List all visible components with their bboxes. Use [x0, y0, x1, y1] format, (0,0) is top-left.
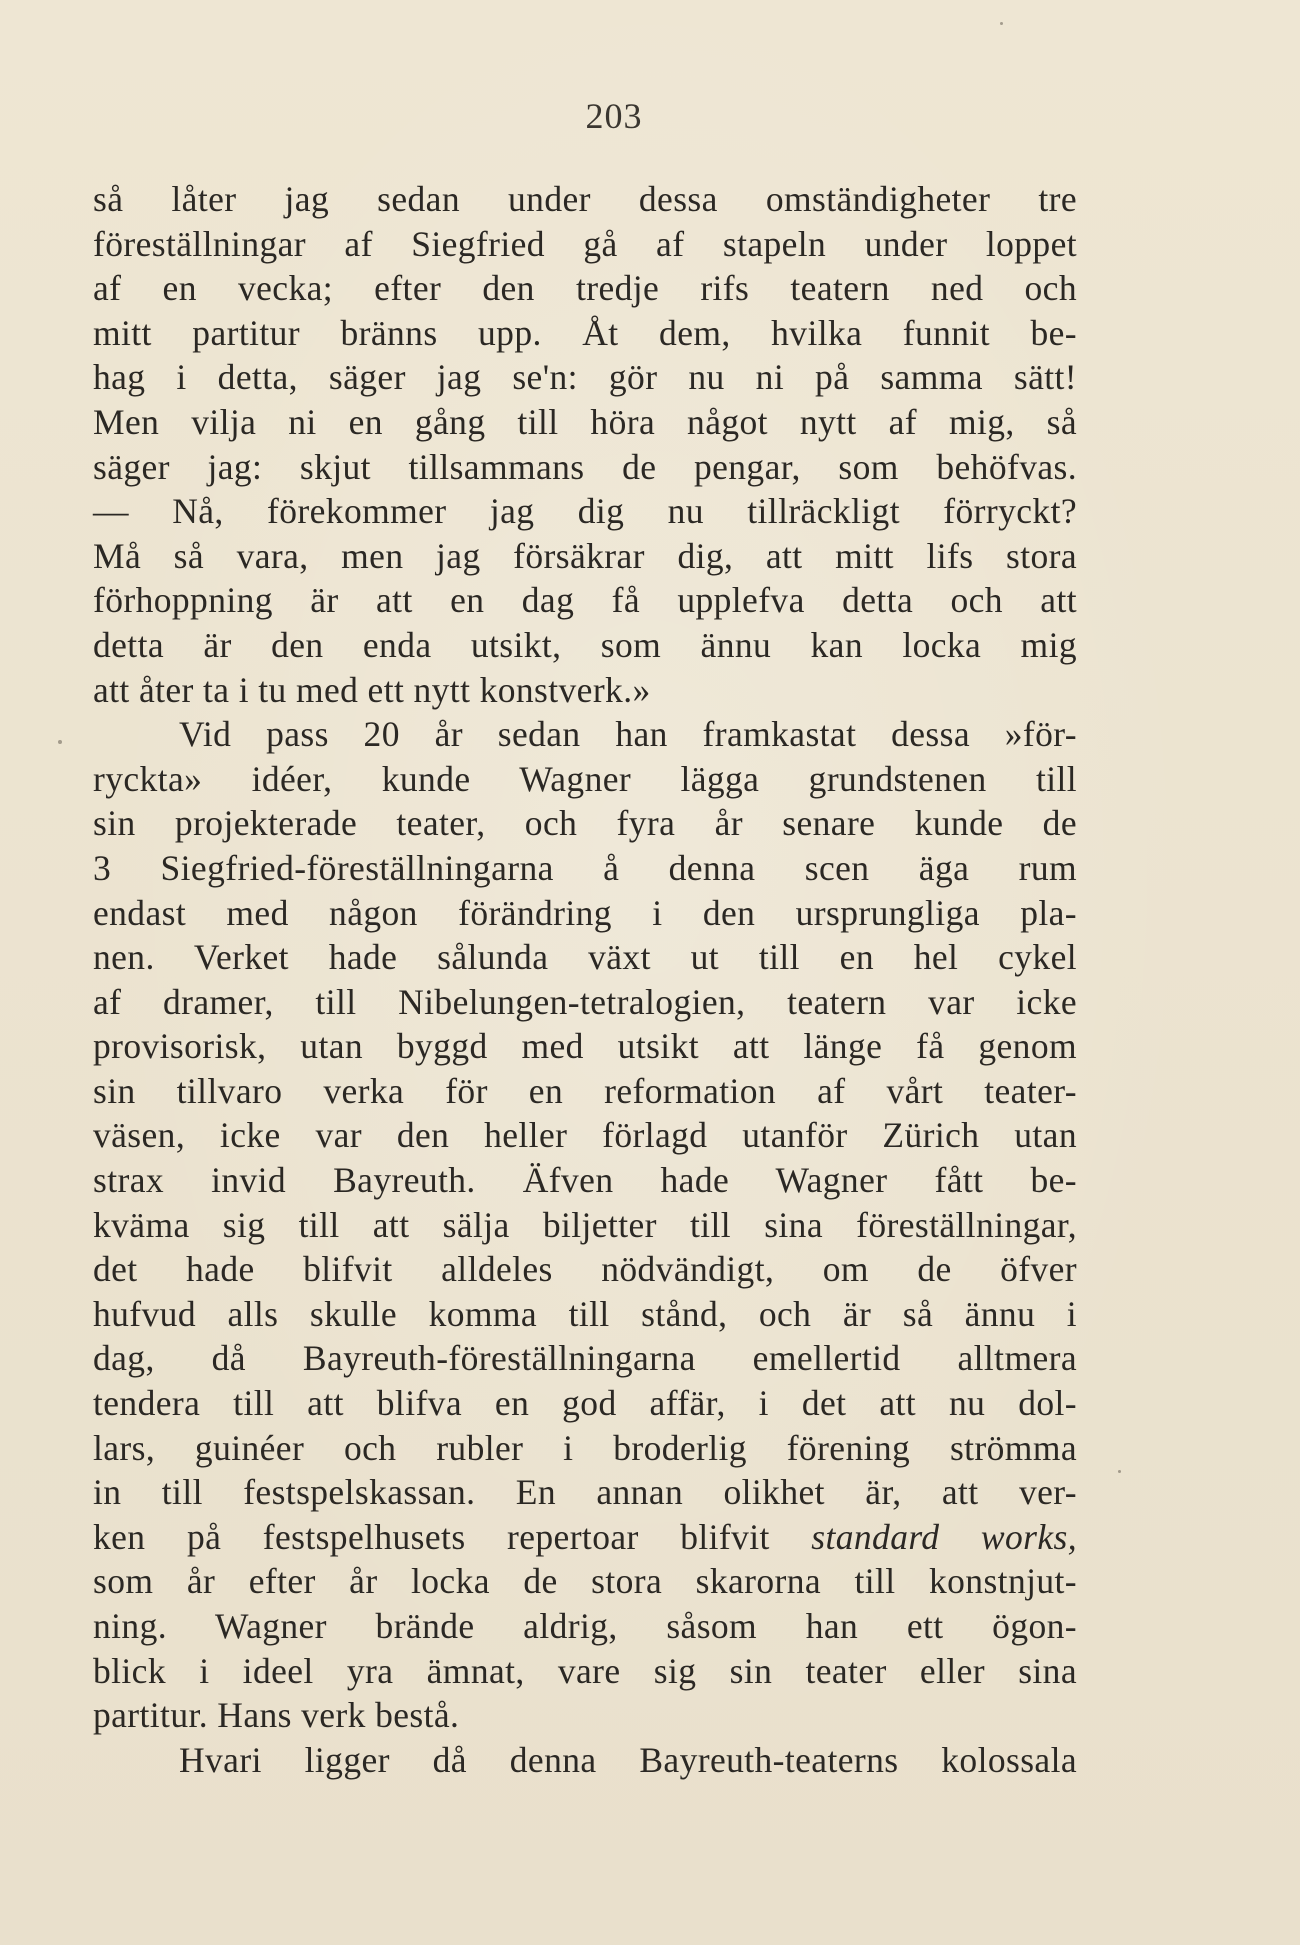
text-line: att åter ta i tu med ett nytt konstverk.»: [93, 669, 651, 710]
text-line: af dramer, till Nibelungen-tetralogien, teatern var icke: [93, 981, 1077, 1022]
text-line: provisorisk, utan byggd med utsikt att länge få genom: [93, 1026, 1077, 1067]
text-line: Men vilja ni en gång till höra något nytt af mig, så: [93, 401, 1077, 442]
text-line: detta är den enda utsikt, som ännu kan locka mig: [93, 624, 1077, 665]
text-line: blick i ideel yra ämnat, vare sig sin teater eller sina: [93, 1650, 1077, 1691]
text-line: så låter jag sedan under dessa omständigheter tre: [93, 179, 1077, 219]
text-line: hufvud alls skulle komma till stånd, och är så ännu i: [93, 1293, 1077, 1334]
body-text: [93, 177, 1077, 1782]
text-line: af en vecka; efter den tredje rifs teatern ned och: [93, 268, 1077, 309]
paper-speck: [1118, 1470, 1121, 1473]
text-line: [93, 1515, 1077, 1560]
text-line: förhoppning är att en dag få upplefva detta och att: [93, 580, 1077, 621]
text-line: strax invid Bayreuth. Äfven hade Wagner fått be-: [93, 1160, 1077, 1201]
text-line: endast med någon förändring i den ursprungliga pla-: [93, 892, 1077, 933]
text-line: partitur. Hans verk bestå.: [93, 1695, 460, 1736]
paper-speck: [1000, 22, 1003, 25]
text-line: väsen, icke var den heller förlagd utanför Zürich utan: [93, 1115, 1077, 1156]
text-line: föreställningar af Siegfried gå af stapeln under loppet: [93, 223, 1077, 264]
text-line: in till festspelskassan. En annan olikhet är, att ver-: [93, 1472, 1077, 1513]
text-line: mitt partitur bränns upp. Åt dem, hvilka funnit be-: [93, 312, 1077, 353]
text-line: ryckta» idéer, kunde Wagner lägga grundstenen till: [93, 758, 1077, 799]
page-number: 203: [585, 96, 643, 136]
paper-speck: [58, 740, 62, 744]
text-line: lars, guinéer och rubler i broderlig förening strömma: [93, 1427, 1077, 1468]
text-line: hag i detta, säger jag se'n: gör nu ni på samma sätt!: [93, 357, 1077, 398]
text-line: sin tillvaro verka för en reformation af vårt teater-: [93, 1070, 1077, 1111]
text-line: — Nå, förekommer jag dig nu tillräckligt förryckt?: [93, 491, 1077, 532]
text-line: ning. Wagner brände aldrig, såsom han ett ögon-: [93, 1606, 1077, 1646]
text-line: sin projekterade teater, och fyra år senare kunde de: [93, 803, 1077, 844]
text-line: som år efter år locka de stora skarorna till konstnjut-: [93, 1561, 1077, 1602]
text-line: nen. Verket hade sålunda växt ut till en hel cykel: [93, 937, 1077, 978]
italic-phrase: standard works,: [811, 1516, 1077, 1557]
text-line: Hvari ligger då denna Bayreuth-teaterns kolossala: [179, 1739, 1077, 1780]
text-line: tendera till att blifva en god affär, i det att nu dol-: [93, 1383, 1077, 1424]
text-line: säger jag: skjut tillsammans de pengar, som behöfvas.: [93, 446, 1077, 487]
text-line: Vid pass 20 år sedan han framkastat dessa »för-: [179, 714, 1077, 755]
text-line: 3 Siegfried-föreställningarna å denna scen äga rum: [93, 847, 1077, 888]
text-line: kväma sig till att sälja biljetter till sina föreställningar,: [93, 1204, 1077, 1245]
text-line: det hade blifvit alldeles nödvändigt, om de öfver: [93, 1249, 1077, 1290]
text-line: Må så vara, men jag försäkrar dig, att mitt lifs stora: [93, 535, 1077, 576]
text-line: dag, då Bayreuth-föreställningarna emellertid alltmera: [93, 1338, 1077, 1379]
text-segment: ken på festspelhusets repertoar blifvit: [93, 1516, 770, 1557]
